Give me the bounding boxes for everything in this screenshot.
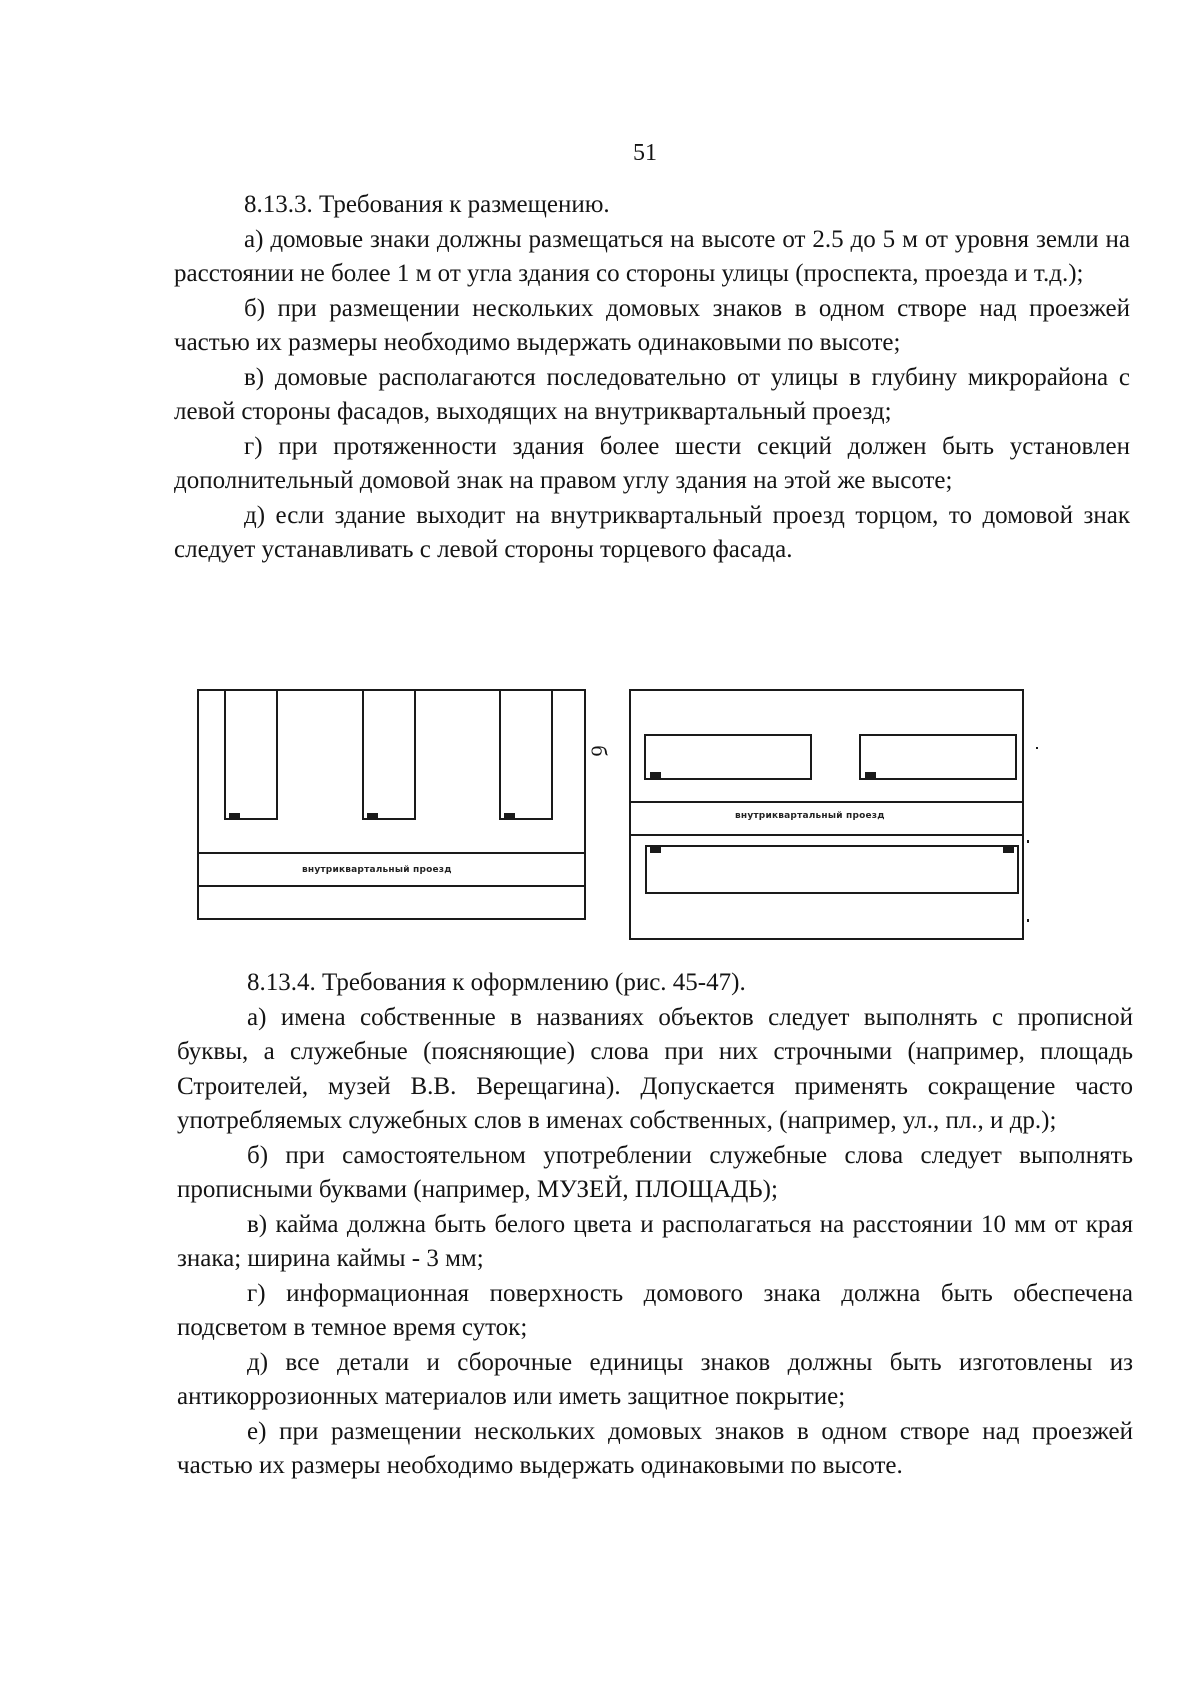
building-6: [646, 846, 1018, 893]
left-scheme-frame: [198, 690, 585, 919]
dot-mark: [1027, 919, 1029, 922]
list-item: в) домовые располагаются последовательно от улицы в глубину микрорайона с левой стороны фасадов, выходящих на внутриквартальный проезд;: [174, 363, 1130, 425]
list-item: а) имена собственные в названиях объектов следует выполнять с прописной буквы, а служебные (поясняющие) слова при них строчными (например, площадь Строителей, музей В.В. Верещагина). Допускается применять сокращение часто употребляемых служебных слов в именах собственных, (например, ул., пл., и др.);: [177, 1003, 1133, 1134]
building-1: [225, 690, 277, 819]
section-design-requirements: [177, 966, 1133, 1484]
dot-mark: [1027, 840, 1029, 843]
list-item: г) информационная поверхность домового знака должна быть обеспечена подсветом в темное время суток;: [177, 1279, 1133, 1341]
house-sign-marker: [650, 847, 661, 853]
building-5: [860, 735, 1016, 779]
section-heading: 8.13.3. Требования к размещению.: [244, 191, 610, 218]
building-2: [363, 690, 415, 819]
list-item: е) при размещении нескольких домовых знаков в одном створе над проезжей частью их размеры необходимо выдержать одинаковыми по высоте.: [177, 1417, 1133, 1479]
road-label-right: внутриквартальный проезд: [735, 811, 885, 821]
house-sign-marker: [229, 813, 240, 819]
right-scheme-frame: [630, 690, 1023, 939]
road-label-left: внутриквартальный проезд: [302, 865, 452, 875]
house-sign-marker: [504, 813, 515, 819]
building-3: [500, 690, 552, 819]
house-sign-marker: [367, 813, 378, 819]
house-sign-marker: [865, 772, 876, 778]
list-item: а) домовые знаки должны размещаться на высоте от 2.5 до 5 м от уровня земли на расстоянии не более 1 м от угла здания со стороны улицы (проспекта, проезда и т.д.);: [174, 225, 1130, 287]
page-number: 51: [633, 140, 657, 166]
dot-mark: [1036, 747, 1038, 749]
figure-letter: б: [586, 745, 612, 757]
list-item: д) если здание выходит на внутриквартальный проезд торцом, то домовой знак следует устанавливать с левой стороны торцевого фасада.: [174, 501, 1130, 563]
list-item: б) при размещении нескольких домовых знаков в одном створе над проезжей частью их размеры необходимо выдержать одинаковыми по высоте;: [174, 294, 1130, 356]
section-heading: 8.13.4. Требования к оформлению (рис. 45-47).: [247, 969, 746, 996]
list-item: г) при протяженности здания более шести секций должен быть установлен дополнительный домовой знак на правом углу здания на этой же высоте;: [174, 432, 1130, 494]
section-placement-requirements: [174, 188, 1130, 568]
list-item: б) при самостоятельном употреблении служебные слова следует выполнять прописными буквами (например, МУЗЕЙ, ПЛОЩАДЬ);: [177, 1141, 1133, 1203]
house-sign-marker: [650, 772, 661, 778]
building-4: [645, 735, 811, 779]
house-sign-marker: [1003, 847, 1014, 853]
list-item: д) все детали и сборочные единицы знаков должны быть изготовлены из антикоррозионных материалов или иметь защитное покрытие;: [177, 1348, 1133, 1410]
list-item: в) кайма должна быть белого цвета и располагаться на расстоянии 10 мм от края знака; ширина каймы - 3 мм;: [177, 1210, 1133, 1272]
